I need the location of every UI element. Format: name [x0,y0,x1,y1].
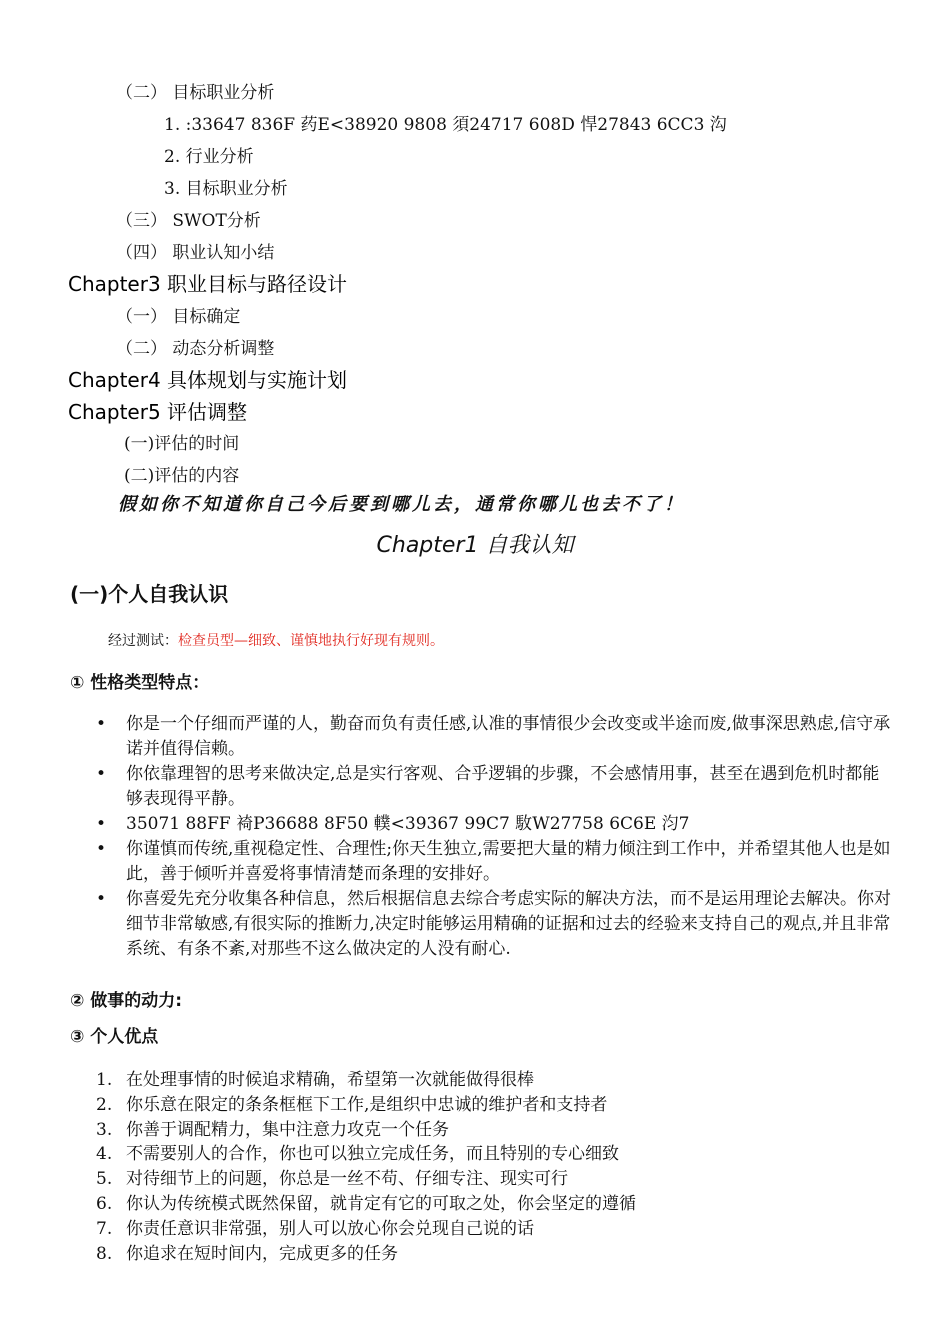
list-item: 3. 你善于调配精力，集中注意力攻克一个任务 [96,1119,449,1140]
toc-c3-item-2: （二） 动态分析调整 [116,339,275,359]
list-item: • 35071 88FF 裿P36688 8F50 轐<39367 99C7 駇W27758 6C6E 汮7 [96,812,896,837]
test-result-line [108,630,444,650]
subhead-personality-traits: ① 性格类型特点： [70,673,210,693]
subhead-motivation: ② 做事的动力: [70,991,183,1011]
chapter1-title: Chapter1 自我认知 [376,533,574,558]
strengths-list [96,1068,636,1266]
list-item: 7. 你责任意识非常强，别人可以放心你会兑现自己说的话 [96,1218,534,1239]
list-item: • 你是一个仔细而严谨的人，勤奋而负有责任感,认准的事情很少会改变或半途而废,做事深思熟虑,信守承诺并值得信赖。 [96,712,896,762]
toc-subitem-3: 3. 目标职业分析 [164,179,288,199]
motto: 假如你不知道你自己今后要到哪儿去，通常你哪儿也去不了！ [118,494,685,515]
list-item: 2. 你乐意在限定的条条框框下工作,是组织中忠诚的维护者和支持者 [96,1094,608,1115]
list-item: 4. 不需要别人的合作，你也可以独立完成任务，而且特别的专心细致 [96,1144,619,1165]
subhead-strengths: ③ 个人优点 [70,1027,159,1047]
list-item: 6. 你认为传统模式既然保留，就肯定有它的可取之处，你会坚定的遵循 [96,1193,636,1214]
toc-item-summary: （四） 职业认知小结 [116,243,275,263]
toc-subitem-2: 2. 行业分析 [164,147,254,167]
list-item: 1. 在处理事情的时候追求精确，希望第一次就能做得很棒 [96,1070,534,1090]
toc-chapter4: Chapter4 具体规划与实施计划 [68,368,348,392]
test-result: 检查员型—细致、谨慎地执行好现有规则。 [178,633,444,649]
list-item: • 你依靠理智的思考来做决定,总是实行客观、合乎逻辑的步骤，不会感情用事，甚至在遇到危机时都能够表现得平静。 [96,762,896,812]
toc-item-target-career-analysis: （二） 目标职业分析 [116,83,275,103]
list-item: 8. 你追求在短时间内，完成更多的任务 [96,1243,398,1264]
toc-item-swot: （三） SWOT分析 [116,211,261,231]
toc-c5-item-2: (二)评估的内容 [124,466,240,486]
traits-list [96,712,896,962]
section-title: (一)个人自我认识 [70,582,229,606]
toc-c5-item-1: (一)评估的时间 [124,434,240,454]
toc-chapter5: Chapter5 评估调整 [68,400,248,424]
list-item: • 你谨慎而传统,重视稳定性、合理性;你天生独立,需要把大量的精力倾注到工作中，并希望其他人也是如此，善于倾听并喜爱将事情清楚而条理的安排好。 [96,837,896,887]
toc-subitem-1: 1. :33647 836F 药E<38920 9808 須24717 608D 悍27843 6CC3 沟 [164,115,727,135]
list-item: 5. 对待细节上的问题，你总是一丝不苟、仔细专注、现实可行 [96,1169,568,1190]
test-prefix: 经过测试： [108,633,178,649]
list-item: • 你喜爱先充分收集各种信息，然后根据信息去综合考虑实际的解决方法，而不是运用理论去解决。你对细节非常敏感,有很实际的推断力,决定时能够运用精确的证据和过去的经验来支持自己的观点,并且非常系统、有条不紊,对那些不这么做决定的人没有耐心. [96,887,896,962]
toc-chapter3: Chapter3 职业目标与路径设计 [68,272,348,296]
toc-c3-item-1: （一） 目标确定 [116,307,241,327]
